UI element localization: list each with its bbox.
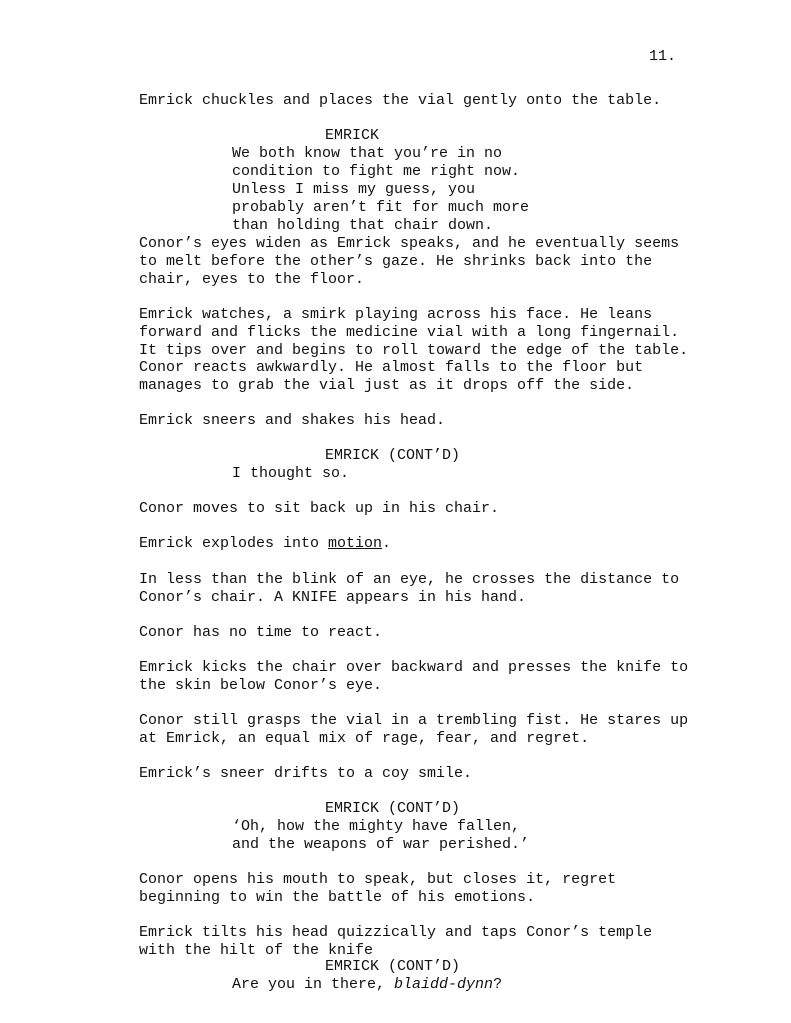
character-cue: EMRICK (CONT’D) <box>325 447 461 464</box>
action-line: Conor moves to sit back up in his chair. <box>139 500 500 517</box>
action-line: Conor reacts awkwardly. He almost falls to the floor but manages to grab the vial just as it drops off the side. <box>139 359 644 394</box>
page-number: 11. <box>648 48 676 65</box>
dialogue-text: ? <box>493 976 503 993</box>
action-text: Emrick explodes into <box>139 535 329 552</box>
action-line <box>139 535 699 553</box>
character-cue: EMRICK <box>325 127 380 144</box>
character-cue: EMRICK (CONT’D) <box>325 958 461 975</box>
action-line: Conor has no time to react. <box>139 624 383 641</box>
action-line: Conor’s eyes widen as Emrick speaks, and he eventually seems to melt before the other’s gaze. He shrinks back into the chair, eyes to the floor. <box>139 235 680 288</box>
action-line: Conor still grasps the vial in a trembling fist. He stares up at Emrick, an equal mix of rage, fear, and regret. <box>139 712 689 747</box>
action-line: Emrick watches, a smirk playing across his face. He leans forward and flicks the medicine vial with a long fingernail. It tips over and begins to roll toward the edge of the table. <box>139 306 689 359</box>
dialogue: I thought so. <box>232 465 350 482</box>
italic-word: blaidd-dynn <box>394 976 494 993</box>
dialogue: ‘Oh, how the mighty have fallen, and the weapons of war perished.’ <box>232 818 530 853</box>
character-cue: EMRICK (CONT’D) <box>325 800 461 817</box>
action-line: Emrick sneers and shakes his head. <box>139 412 446 429</box>
action-line: In less than the blink of an eye, he crosses the distance to Conor’s chair. A KNIFE appears in his hand. <box>139 571 680 606</box>
action-line: Emrick chuckles and places the vial gently onto the table. <box>139 92 662 109</box>
action-line: Emrick tilts his head quizzically and taps Conor’s temple with the hilt of the knife <box>139 924 653 959</box>
dialogue <box>232 976 552 994</box>
dialogue-text: Are you in there, <box>232 976 395 993</box>
underlined-word: motion <box>328 535 383 552</box>
action-text: . <box>382 535 392 552</box>
dialogue: We both know that you’re in no condition to fight me right now. Unless I miss my guess, you probably aren’t fit for much more than holding that chair down. <box>232 145 530 234</box>
action-line: Conor opens his mouth to speak, but closes it, regret beginning to win the battle of his emotions. <box>139 871 617 906</box>
action-line: Emrick’s sneer drifts to a coy smile. <box>139 765 473 782</box>
action-line: Emrick kicks the chair over backward and presses the knife to the skin below Conor’s eye. <box>139 659 689 694</box>
